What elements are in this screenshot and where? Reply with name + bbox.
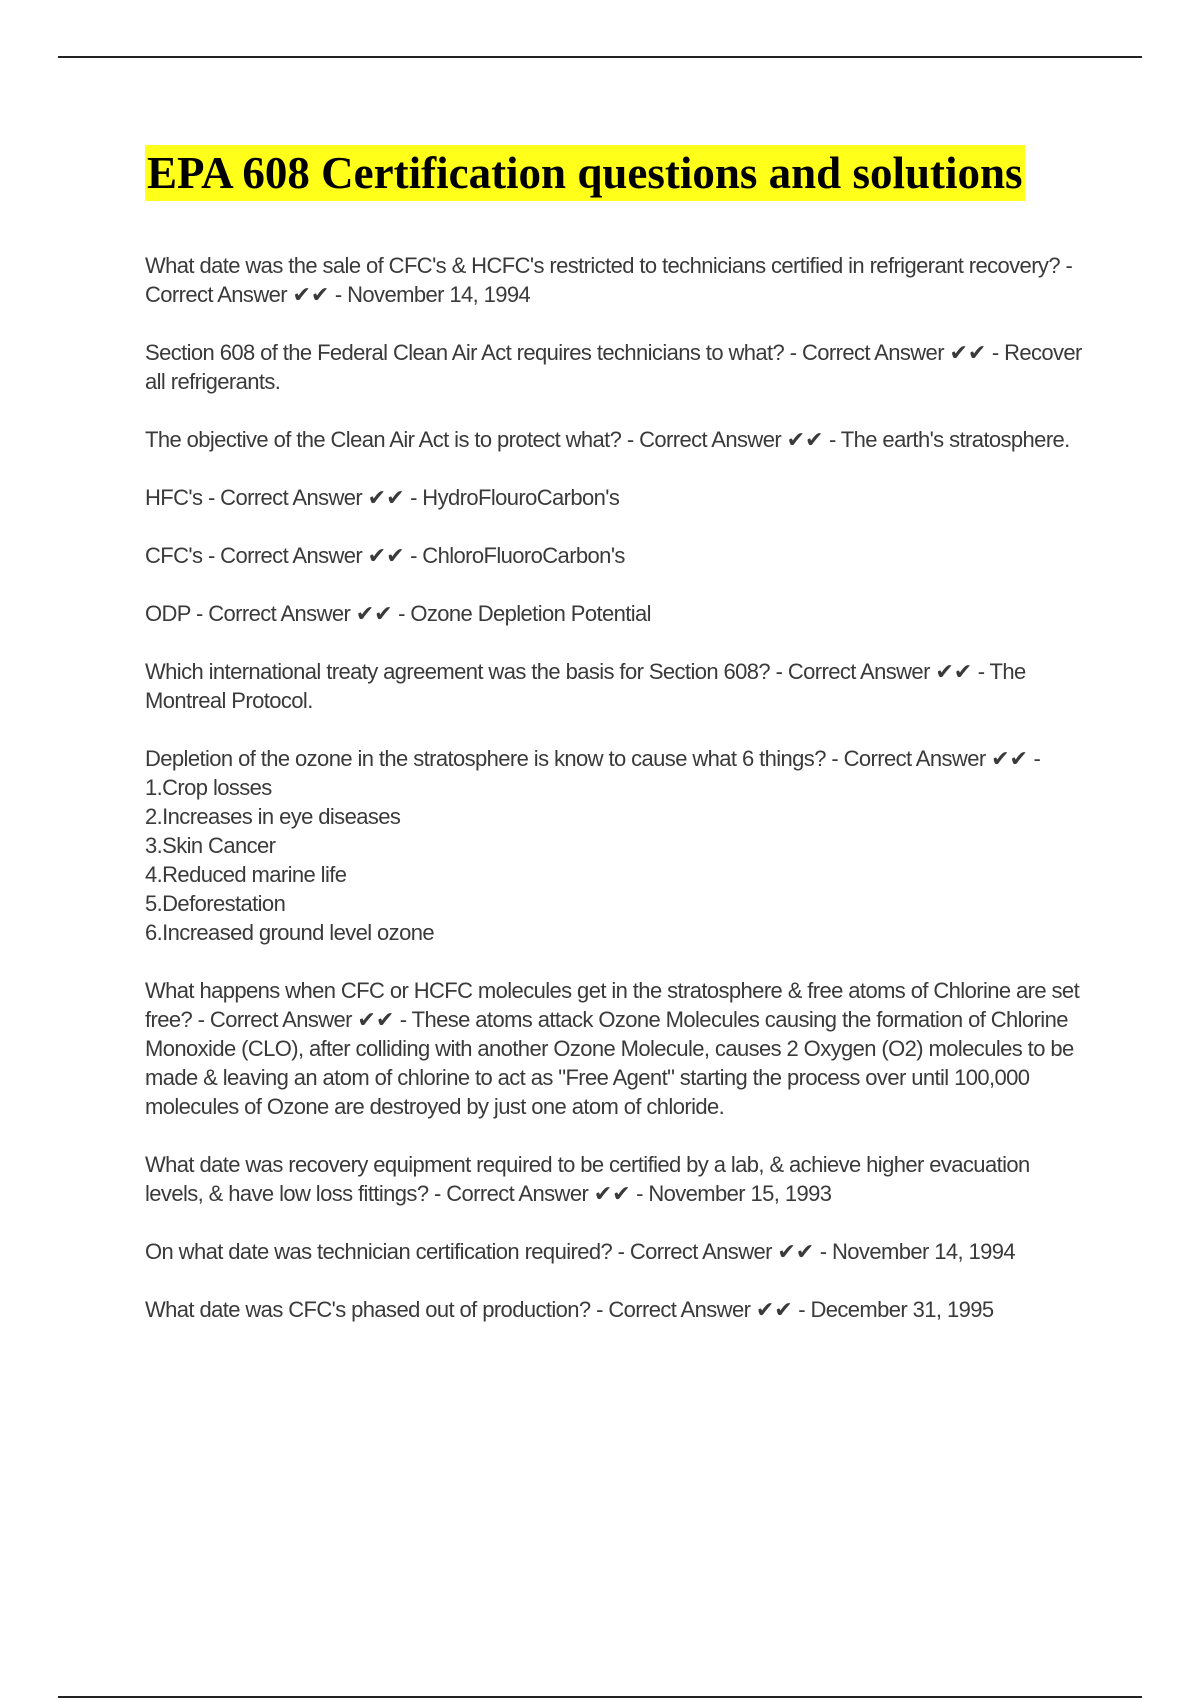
document-body xyxy=(145,145,1088,1353)
answer-text: - These atoms attack Ozone Molecules causing the formation of Chlorine Monoxide (CLO), after colliding with another Ozone Molecule, causes 2 Oxygen (O2) molecules to be made & leaving an atom of chlorine to act as "Free Agent" starting the process over until 100,000 molecules of Ozone are destroyed by just one atom of chloride. xyxy=(145,1007,1080,1119)
qa-item xyxy=(145,1295,1085,1324)
double-check-icon: ✔✔ xyxy=(777,1239,815,1264)
qa-item xyxy=(145,657,1085,715)
correct-answer-label: - Correct Answer xyxy=(433,1181,589,1206)
question-text: What date was CFC's phased out of production? xyxy=(145,1297,591,1322)
qa-item xyxy=(145,744,1085,947)
bottom-rule xyxy=(58,1696,1142,1698)
correct-answer-label: - Correct Answer xyxy=(789,340,944,365)
qa-item xyxy=(145,599,1085,628)
qa-item xyxy=(145,483,1085,512)
question-text: HFC's xyxy=(145,485,203,510)
question-text: CFC's xyxy=(145,543,203,568)
double-check-icon: ✔✔ xyxy=(949,340,987,365)
double-check-icon: ✔✔ xyxy=(786,427,824,452)
qa-item xyxy=(145,976,1085,1121)
question-text: Depletion of the ozone in the stratosphere is know to cause what 6 things? xyxy=(145,746,826,771)
double-check-icon: ✔✔ xyxy=(367,485,405,510)
qa-item xyxy=(145,251,1085,309)
correct-answer-label: - Correct Answer xyxy=(196,601,351,626)
answer-text: - The Montreal Protocol. xyxy=(145,659,1032,713)
qa-item xyxy=(145,1237,1085,1266)
question-text: What date was recovery equipment required to be certified by a lab, & achieve higher evacuation levels, & have low loss fittings? xyxy=(145,1152,1036,1206)
question-text: Section 608 of the Federal Clean Air Act requires technicians to what? xyxy=(145,340,785,365)
double-check-icon: ✔✔ xyxy=(357,1007,395,1032)
answer-text: - ChloroFluoroCarbon's xyxy=(410,543,625,568)
correct-answer-label: - Correct Answer xyxy=(207,485,363,510)
top-rule xyxy=(58,56,1142,58)
answer-text: - November 15, 1993 xyxy=(636,1181,832,1206)
double-check-icon: ✔✔ xyxy=(355,601,393,626)
correct-answer-label: - Correct Answer xyxy=(617,1239,772,1264)
double-check-icon: ✔✔ xyxy=(935,659,973,684)
question-text: On what date was technician certification required? xyxy=(145,1239,613,1264)
double-check-icon: ✔✔ xyxy=(755,1297,793,1322)
question-text: ODP xyxy=(145,601,191,626)
page-title: EPA 608 Certification questions and solutions xyxy=(145,145,1025,201)
question-text: Which international treaty agreement was the basis for Section 608? xyxy=(145,659,771,684)
answer-text: - November 14, 1994 xyxy=(819,1239,1016,1264)
correct-answer-label: - Correct Answer xyxy=(207,543,363,568)
double-check-icon: ✔✔ xyxy=(991,746,1028,771)
answer-text: - 1.Crop losses 2.Increases in eye diseases 3.Skin Cancer 4.Reduced marine life 5.Deforestation 6.Increased ground level ozone xyxy=(145,746,1041,945)
question-text: The objective of the Clean Air Act is to protect what? xyxy=(145,427,622,452)
answer-text: - HydroFlouroCarbon's xyxy=(410,485,620,510)
question-text: What happens when CFC or HCFC molecules get in the stratosphere & free atoms of Chlorine are set free? xyxy=(145,978,1085,1032)
correct-answer-label: - Correct Answer xyxy=(626,427,782,452)
answer-text: - The earth's stratosphere. xyxy=(828,427,1070,452)
qa-item xyxy=(145,338,1088,396)
correct-answer-label: - Correct Answer xyxy=(596,1297,751,1322)
qa-item xyxy=(145,541,1085,570)
qa-list xyxy=(145,251,1088,1324)
qa-item xyxy=(145,1150,1085,1208)
question-text: What date was the sale of CFC's & HCFC's restricted to technicians certified in refrigerant recovery? xyxy=(145,253,1060,278)
correct-answer-label: - Correct Answer xyxy=(775,659,930,684)
answer-text: - November 14, 1994 xyxy=(334,282,531,307)
qa-item xyxy=(145,425,1085,454)
double-check-icon: ✔✔ xyxy=(593,1181,631,1206)
correct-answer-label: - Correct Answer xyxy=(197,1007,352,1032)
answer-text: - December 31, 1995 xyxy=(798,1297,994,1322)
answer-text: - Ozone Depletion Potential xyxy=(398,601,651,626)
correct-answer-label: - Correct Answer xyxy=(831,746,986,771)
double-check-icon: ✔✔ xyxy=(367,543,405,568)
answer-text: - Recover all refrigerants. xyxy=(145,340,1088,394)
double-check-icon: ✔✔ xyxy=(292,282,330,307)
correct-answer-label: - Correct Answer xyxy=(145,253,1078,307)
